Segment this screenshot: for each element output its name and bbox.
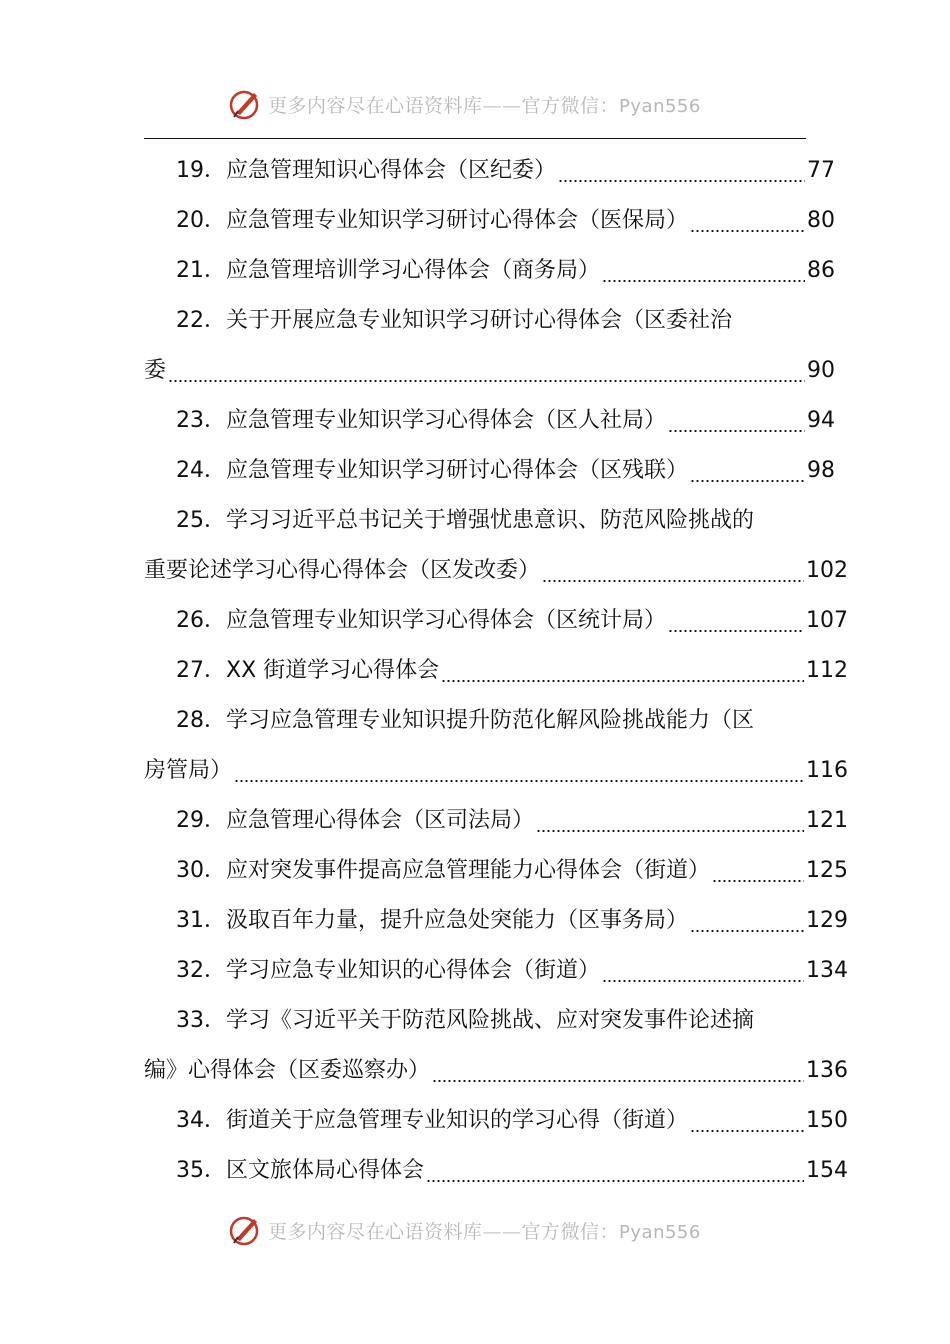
watermark-text: 更多内容尽在心语资料库——官方微信：Pyan556: [268, 1220, 701, 1243]
toc-entry[interactable]: 19． 应急管理知识心得体会（区纪委） 77: [176, 158, 835, 183]
toc-entry-continuation[interactable]: 编》心得体会（区委巡察办） 136: [144, 1058, 848, 1083]
header-watermark: [228, 84, 748, 124]
toc-entry-continuation[interactable]: 房管局） 116: [144, 758, 848, 783]
toc-entry[interactable]: 34． 街道关于应急管理专业知识的学习心得（街道） 150: [176, 1108, 848, 1133]
toc-entry-continuation[interactable]: 重要论述学习心得心得体会（区发改委） 102: [144, 558, 848, 583]
toc-entry[interactable]: 22．关于开展应急专业知识学习研讨心得体会（区委社治: [176, 308, 733, 333]
toc-entry-continuation[interactable]: 委 90: [144, 358, 835, 383]
toc-entry[interactable]: 35． 区文旅体局心得体会 154: [176, 1158, 848, 1183]
quill-logo-icon: [228, 87, 262, 121]
toc-entry[interactable]: 24． 应急管理专业知识学习研讨心得体会（区残联） 98: [176, 458, 835, 483]
toc-entry[interactable]: 25．学习习近平总书记关于增强忧患意识、防范风险挑战的: [176, 508, 755, 533]
toc-entry[interactable]: 23． 应急管理专业知识学习心得体会（区人社局） 94: [176, 408, 835, 433]
toc-entry[interactable]: 30． 应对突发事件提高应急管理能力心得体会（街道） 125: [176, 858, 848, 883]
footer-watermark: [228, 1210, 748, 1250]
toc-entry[interactable]: 26． 应急管理专业知识学习心得体会（区统计局） 107: [176, 608, 848, 633]
toc-entry[interactable]: 28．学习应急管理专业知识提升防范化解风险挑战能力（区: [176, 708, 755, 733]
header-divider: [144, 138, 806, 139]
toc-entry[interactable]: 27． XX 街道学习心得体会 112: [176, 658, 848, 683]
watermark-text: 更多内容尽在心语资料库——官方微信：Pyan556: [268, 94, 701, 117]
toc-entry[interactable]: 21． 应急管理培训学习心得体会（商务局） 86: [176, 258, 835, 283]
toc-entry[interactable]: 32． 学习应急专业知识的心得体会（街道） 134: [176, 958, 848, 983]
toc-entry[interactable]: 33．学习《习近平关于防范风险挑战、应对突发事件论述摘: [176, 1008, 755, 1033]
quill-logo-icon: [228, 1213, 262, 1247]
toc-entry[interactable]: 31． 汲取百年力量，提升应急处突能力（区事务局） 129: [176, 908, 848, 933]
toc-entry[interactable]: 20． 应急管理专业知识学习研讨心得体会（医保局） 80: [176, 208, 835, 233]
toc-entry[interactable]: 29． 应急管理心得体会（区司法局） 121: [176, 808, 848, 833]
